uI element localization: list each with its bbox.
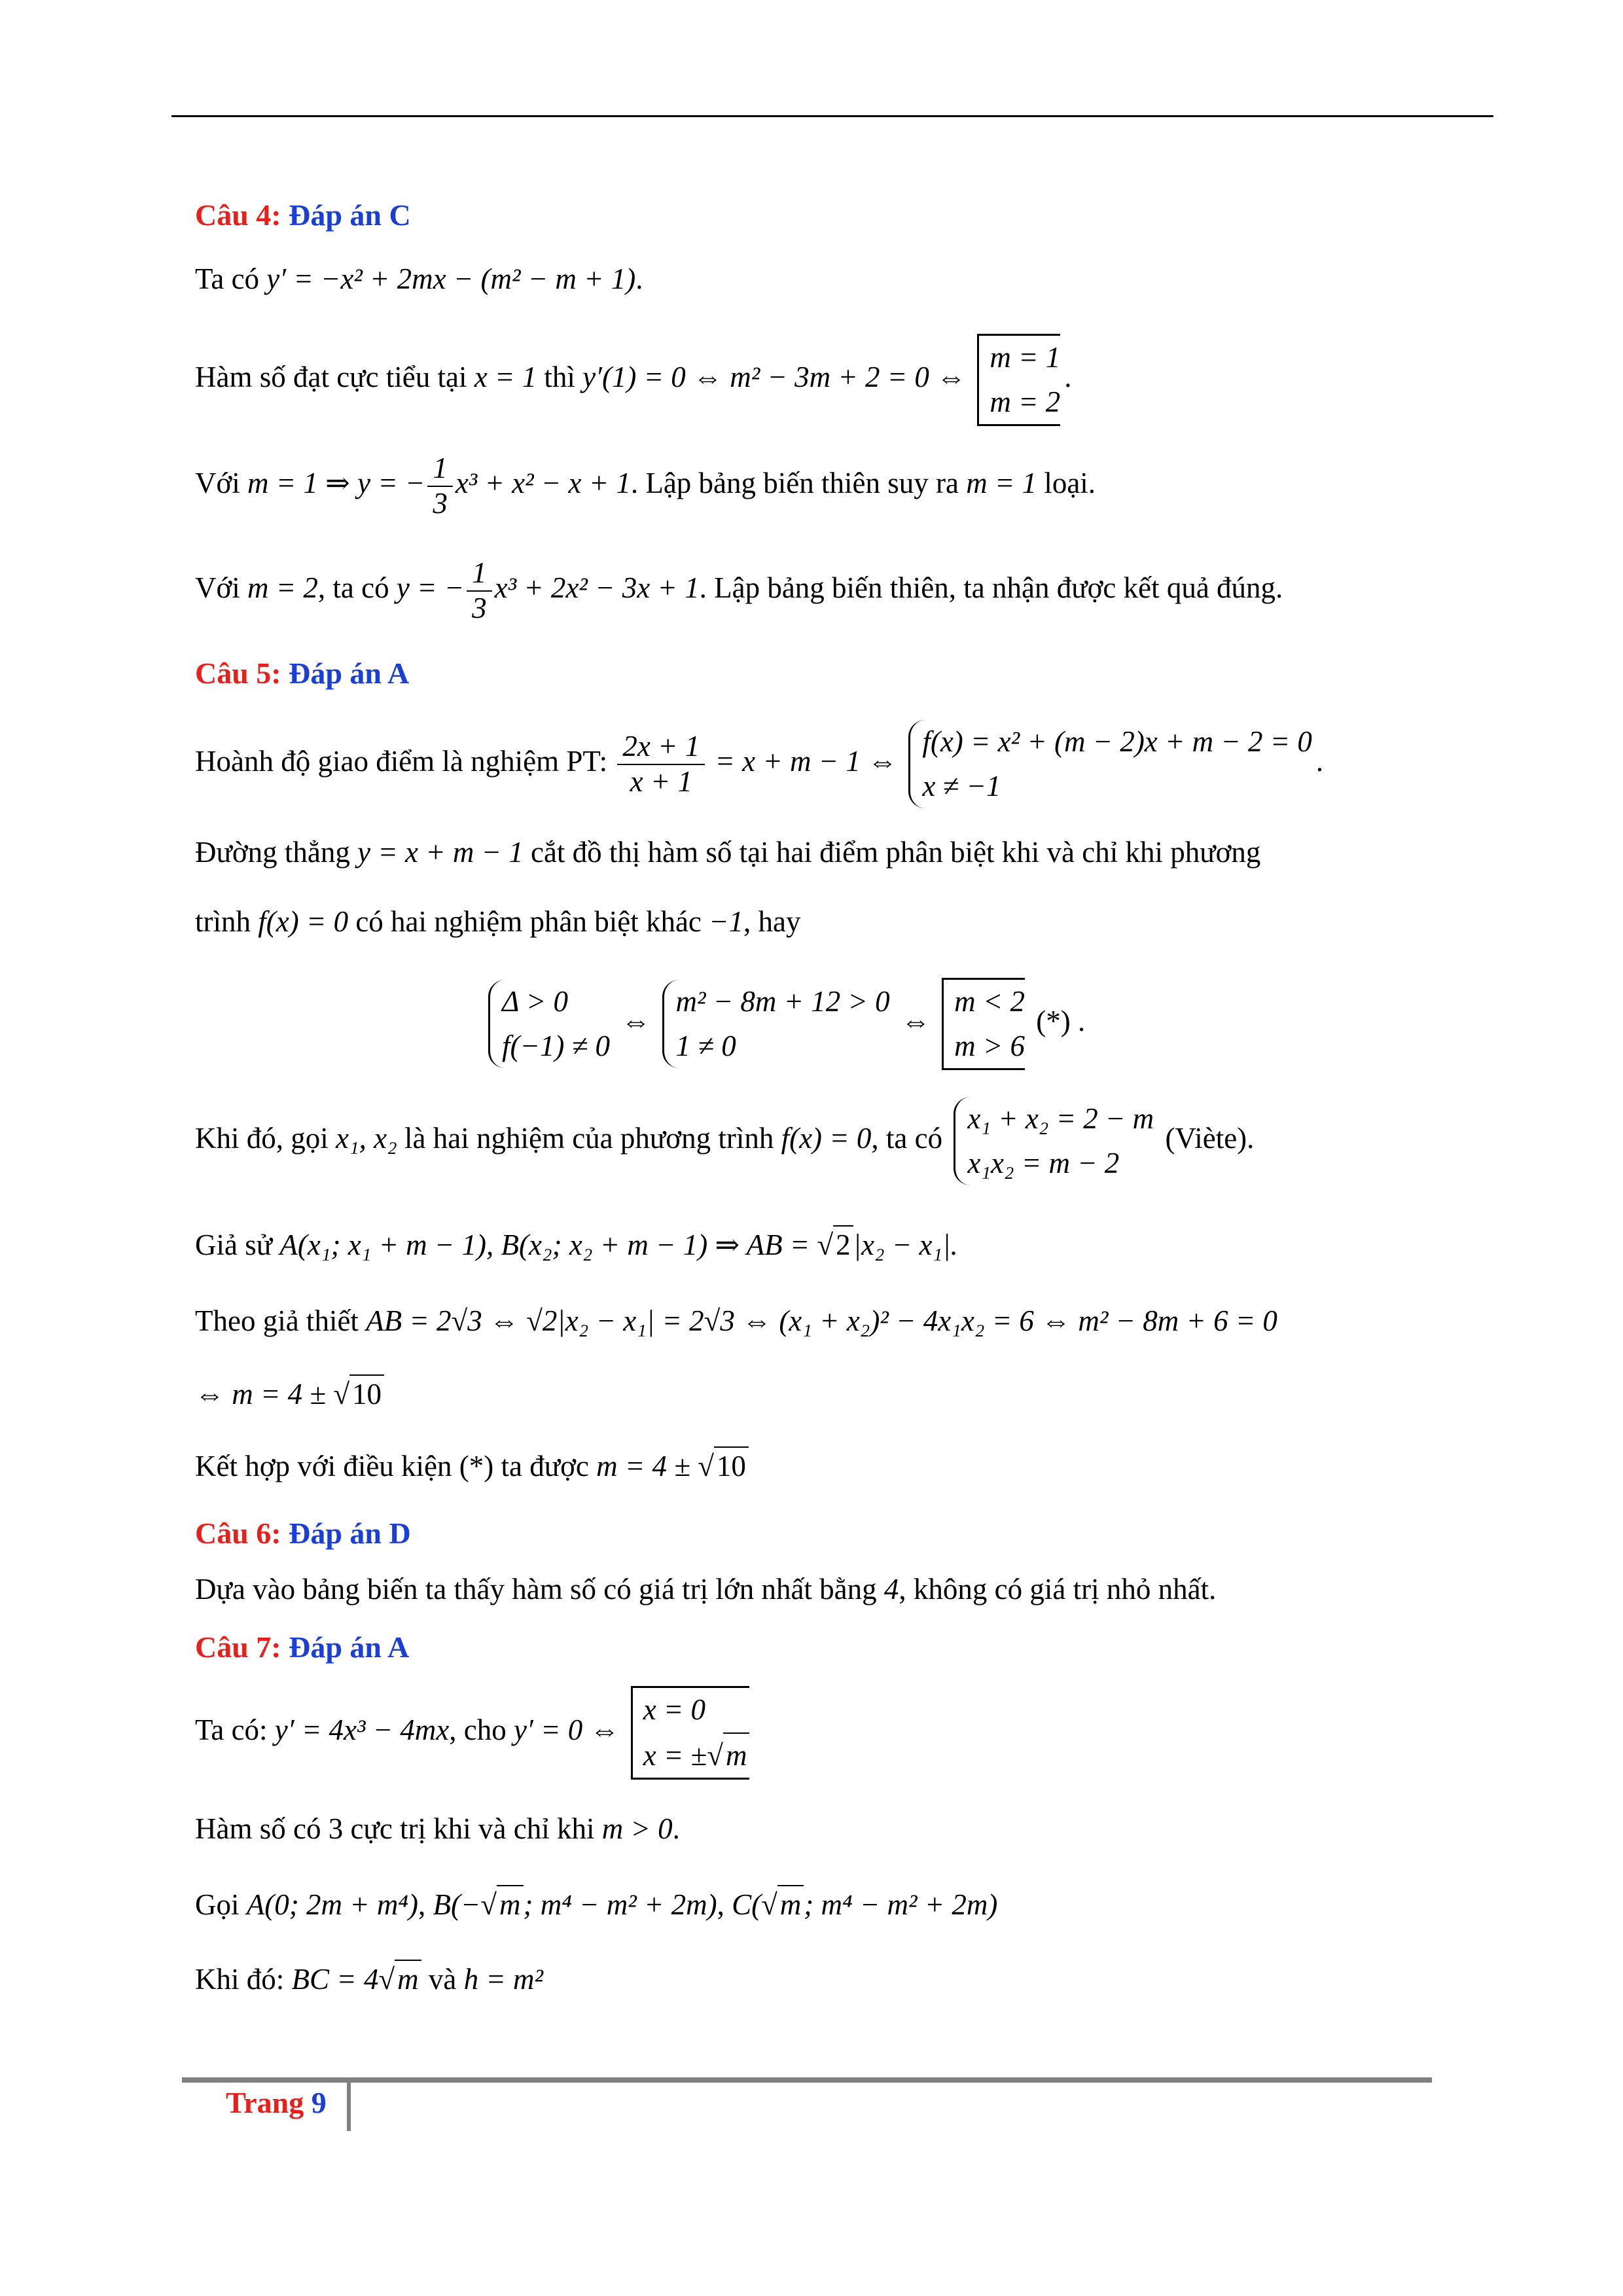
numerator: 1	[427, 452, 453, 487]
denominator: 3	[472, 591, 487, 624]
cau5-line7	[195, 1302, 1277, 1339]
denominator: 3	[433, 486, 448, 520]
formula: x₁, x₂	[336, 1121, 397, 1155]
text: trình	[195, 905, 251, 938]
formula: y′(1) = 0 ⇔ m² − 3m + 2 = 0 ⇔	[582, 360, 967, 393]
cau4-heading	[195, 196, 411, 234]
system-brace	[908, 720, 1312, 808]
formula: x = 1	[474, 360, 537, 393]
text: Giả sử	[195, 1229, 273, 1261]
cau7-line2: Hàm số có 3 cực trị khi và chỉ khi m > 0.	[195, 1812, 680, 1845]
text: Kết hợp với điều kiện	[195, 1450, 452, 1482]
formula: m = 4 ±	[596, 1450, 690, 1482]
footer-separator	[347, 2083, 351, 2131]
text: Ta có	[195, 262, 260, 295]
formula: y′ = 4x³ − 4mx	[274, 1713, 450, 1746]
text: Hàm số đạt cực tiểu tại	[195, 360, 467, 393]
cau5-line9: Kết hợp với điều kiện (*) ta được m = 4 ± √10	[195, 1446, 749, 1484]
system-brace	[488, 980, 610, 1068]
text: , cho	[449, 1713, 507, 1746]
text: . Lập bảng biến thiên, ta nhận được kết quả đúng.	[699, 571, 1283, 605]
sqrt-radicand: 10	[349, 1374, 384, 1412]
text: , hay	[743, 905, 801, 938]
page-label: Trang	[226, 2086, 304, 2119]
text: , không có giá trị nhỏ nhất.	[899, 1573, 1217, 1605]
case-row: m < 2	[954, 985, 1026, 1018]
cau5-line2	[195, 834, 1260, 870]
formula: y′ = −x² + 2mx − (m² − m + 1)	[266, 262, 636, 295]
case-row: m > 6	[954, 1029, 1026, 1062]
cau5-line3	[195, 903, 801, 940]
fraction	[617, 730, 705, 799]
formula: A(0; 2m + m⁴)	[246, 1888, 418, 1921]
system-row: m² − 8m + 12 > 0	[675, 985, 890, 1018]
formula: |x₂ − x₁|.	[853, 1229, 958, 1261]
text: , ta có	[871, 1121, 943, 1155]
cau5-line1: Hoành độ giao điểm là nghiệm PT: $\frac{2x + 1}{x + 1}$ = x + m − 1 ⇔ f(x) = x² + (m − 2)x + m − 2 = 0 x ≠ −1 .	[195, 720, 1323, 808]
system-brace	[954, 1097, 1154, 1185]
cau7-line3: Gọi A(0; 2m + m⁴), B(−√m; m⁴ − m² + 2m), C(√m; m⁴ − m² + 2m)	[195, 1885, 997, 1923]
formula: h = m²	[463, 1963, 543, 1996]
system-row: 1 ≠ 0	[675, 1029, 736, 1062]
cau5-line5	[195, 1097, 1254, 1185]
system-row: f(x) = x² + (m − 2)x + m − 2 = 0	[922, 725, 1312, 758]
system-brace	[662, 980, 890, 1068]
text: . Lập bảng biến thiên suy ra	[630, 467, 959, 500]
formula: A(x₁; x₁ + m − 1), B(x₂; x₂ + m − 1) ⇒ AB =	[279, 1229, 810, 1261]
cau5-line6: Giả sử A(x₁; x₁ + m − 1), B(x₂; x₂ + m − 1) ⇒ AB = √2|x₂ − x₁|.	[195, 1225, 958, 1263]
formula: m = 1	[966, 467, 1037, 500]
text: Khi đó, gọi	[195, 1121, 329, 1155]
formula: B(−	[433, 1888, 481, 1921]
condition-tag: (*)	[1036, 1004, 1071, 1037]
formula: ; m⁴ − m² + 2m)	[804, 1888, 998, 1921]
formula: = x + m − 1 ⇔	[715, 744, 898, 778]
fraction	[467, 556, 492, 626]
formula: ; m⁴ − m² + 2m)	[523, 1888, 717, 1921]
case-bracket	[631, 1686, 750, 1780]
text: , ta có	[317, 571, 389, 605]
sqrt-radicand: m	[777, 1885, 804, 1923]
formula: BC = 4	[291, 1963, 379, 1996]
system-row: x₁x₂ = m − 2	[967, 1146, 1120, 1179]
case-row: m = 2	[990, 385, 1061, 418]
formula: AB = 2√3 ⇔ √2|x₂ − x₁| = 2√3 ⇔ (x₁ + x₂)² − 4x₁x₂ = 6 ⇔ m² − 8m + 6 = 0	[366, 1304, 1277, 1337]
cau6-heading	[195, 1515, 411, 1552]
cau4-line1: Ta có y′ = −x² + 2mx − (m² − m + 1).	[195, 262, 643, 295]
formula: x³ + 2x² − 3x + 1	[494, 571, 700, 605]
cau4-line3	[195, 452, 1096, 521]
answer-label: Đáp án C	[289, 198, 411, 232]
sqrt-radicand: m	[395, 1960, 421, 1998]
text: Đường thẳng	[195, 836, 350, 869]
text: Hoành độ giao điểm là nghiệm PT:	[195, 744, 608, 778]
cau7-heading	[195, 1628, 409, 1666]
cau5-system: Δ > 0 f(−1) ≠ 0 ⇔ m² − 8m + 12 > 0 1 ≠ 0 ⇔ m < 2 m > 6 (*) .	[484, 978, 1085, 1070]
answer-label: Đáp án D	[289, 1516, 411, 1550]
formula: m > 0	[601, 1812, 673, 1845]
formula: −1	[709, 905, 744, 938]
text: cắt đồ thị hàm số tại hai điểm phân biệt khi và chỉ khi phương	[530, 836, 1261, 869]
cau7-line1	[195, 1686, 753, 1780]
question-label: Câu 7:	[195, 1630, 281, 1664]
text: Với	[195, 571, 240, 605]
text: Gọi	[195, 1888, 240, 1921]
text: là hai nghiệm của phương trình	[404, 1121, 774, 1155]
page-number	[226, 2085, 327, 2120]
cau6-line1	[195, 1571, 1216, 1607]
cau5-line8: ⇔ m = 4 ± √10	[195, 1374, 384, 1412]
denominator: x + 1	[630, 764, 692, 798]
formula: f(x) = 0	[258, 905, 349, 938]
text: có hai nghiệm phân biệt khác	[355, 905, 702, 938]
formula: C(	[732, 1888, 762, 1921]
formula: y′ = 0 ⇔	[514, 1713, 620, 1746]
formula: x = ±	[643, 1738, 707, 1772]
numerator: 1	[467, 556, 492, 592]
cau4-line2: Hàm số đạt cực tiểu tại x = 1 thì y′(1) = 0 ⇔ m² − 3m + 2 = 0 ⇔ m = 1 m = 2 .	[195, 334, 1072, 426]
system-row: x ≠ −1	[922, 769, 1001, 802]
case-row: m = 1	[990, 341, 1061, 374]
text: Khi đó:	[195, 1963, 285, 1996]
text: loại.	[1044, 467, 1096, 500]
text: Với	[195, 467, 240, 500]
formula: m = 1 ⇒ y = −	[247, 467, 425, 500]
case-row: x = 0	[643, 1693, 706, 1726]
condition-tag: (*)	[459, 1450, 494, 1482]
footer-rule	[182, 2077, 1432, 2083]
text: Ta có:	[195, 1713, 268, 1746]
question-label: Câu 4:	[195, 198, 281, 232]
formula: y = x + m − 1	[357, 836, 524, 869]
text: (Viète).	[1165, 1121, 1255, 1155]
text: Hàm số có 3 cực trị khi và chỉ khi	[195, 1812, 595, 1845]
formula: f(x) = 0	[781, 1121, 872, 1155]
sqrt-radicand: 2	[833, 1225, 853, 1263]
question-label: Câu 5:	[195, 656, 281, 690]
formula: 4	[883, 1573, 899, 1605]
text: ta được	[501, 1450, 589, 1482]
formula: ⇔ m = 4 ±	[195, 1378, 327, 1410]
text: Theo giả thiết	[195, 1304, 359, 1337]
fraction	[427, 452, 453, 521]
cau5-heading	[195, 655, 409, 692]
sqrt-radicand: m	[723, 1732, 750, 1778]
case-row: x = ±√m	[643, 1732, 750, 1778]
system-row: f(−1) ≠ 0	[502, 1029, 611, 1062]
cau4-line4	[195, 556, 1283, 626]
answer-label: Đáp án A	[289, 1630, 410, 1664]
question-label: Câu 6:	[195, 1516, 281, 1550]
sqrt-radicand: 10	[714, 1446, 749, 1484]
header-rule	[171, 115, 1493, 117]
case-bracket	[942, 978, 1025, 1070]
numerator: 2x + 1	[617, 730, 705, 765]
text: thì	[544, 360, 575, 393]
text: và	[428, 1963, 457, 1996]
case-bracket	[977, 334, 1060, 426]
sqrt-radicand: m	[497, 1885, 524, 1923]
formula: y = −	[396, 571, 465, 605]
system-row: x₁ + x₂ = 2 − m	[967, 1102, 1154, 1135]
system-row: Δ > 0	[502, 985, 568, 1018]
answer-label: Đáp án A	[289, 656, 410, 690]
cau7-line4: Khi đó: BC = 4√m và h = m²	[195, 1960, 543, 1998]
formula: x³ + x² − x + 1	[455, 467, 631, 500]
formula: m = 2	[247, 571, 318, 605]
page-value: 9	[311, 2086, 327, 2119]
text: Dựa vào bảng biến ta thấy hàm số có giá trị lớn nhất bằng	[195, 1573, 877, 1605]
